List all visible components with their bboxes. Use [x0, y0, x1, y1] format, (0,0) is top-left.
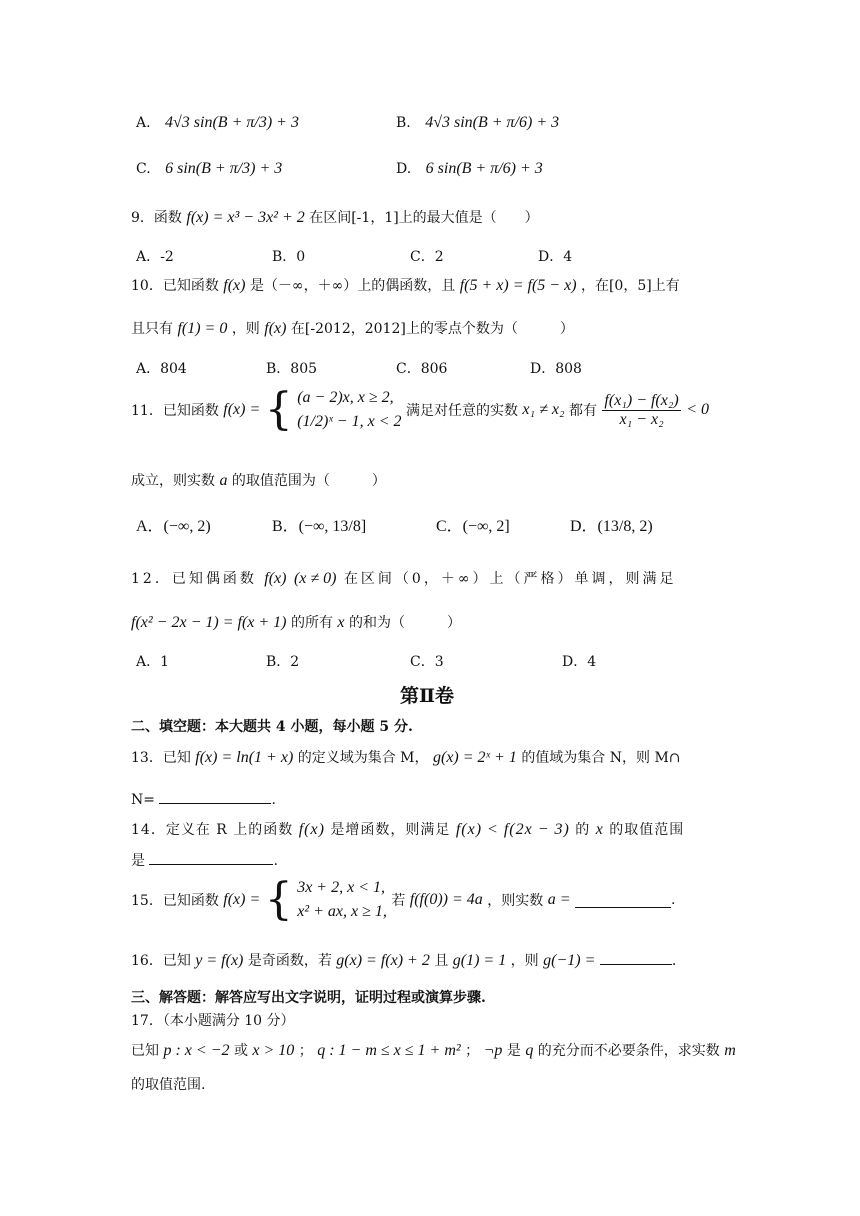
piecewise-system [297, 876, 387, 924]
q13-line2: N= . [131, 789, 276, 808]
option-label: D. [396, 161, 412, 177]
q16-g1: g(1) = 1 [452, 952, 507, 969]
section2-title: 二、填空题：本大题共 4 小题，每小题 5 分. [131, 719, 413, 735]
q10-option-d: D．808 [530, 361, 582, 377]
q9-number: 9．函数 [131, 210, 182, 226]
q9-option-d: D．4 [538, 249, 573, 265]
q17-q-var: q [525, 1042, 534, 1059]
q16-gm1: g(−1) = [543, 952, 596, 969]
q10-condition: f(5 + x) = f(5 − x) [459, 277, 577, 294]
q10-option-a: A．804 [136, 361, 187, 377]
q16-number: 16．已知 [131, 953, 191, 969]
q17-text: ； [465, 1043, 480, 1059]
q11-line2 [131, 470, 386, 490]
q11-stem [131, 386, 709, 434]
q11-inequality: < 0 [686, 401, 709, 418]
q10-fx: f(x) [223, 277, 246, 294]
fraction-numerator: f(x₁) − f(x₂) [604, 391, 679, 409]
q12-option-a: A．1 [136, 654, 170, 670]
q8-option-c [136, 160, 282, 178]
answer-blank[interactable] [600, 950, 672, 965]
q16-text: 且 [434, 953, 449, 969]
section3-title: 三、解答题：解答应写出文字说明，证明过程或演算步骤. [131, 990, 486, 1006]
q14-inequality: f(x) < f(2x − 3) [455, 821, 570, 838]
q13-g: g(x) = 2ˣ + 1 [432, 749, 517, 766]
q14-fx: f(x) [298, 821, 325, 838]
q8-option-b [396, 114, 559, 132]
q10-text: ，在[0，5]上有 [580, 278, 680, 294]
q11-text: 都有 [568, 403, 597, 419]
q13-text: N= [131, 792, 155, 808]
q12-line1 [131, 568, 677, 588]
q17-line1 [131, 1040, 736, 1060]
q8-option-d [396, 160, 543, 178]
q13-number: 13．已知 [131, 750, 191, 766]
q9-option-a: A．-2 [136, 249, 174, 265]
q11-text: 成立，则实数 [131, 473, 215, 489]
q15-stem: 15．已知函数 f(x) = { 3x + 2, x < 1, x² + ax, x ≥ 1, 若 f(f(0)) = 4a ，则实数 a = . [131, 874, 676, 925]
q16-text: 是奇函数，若 [247, 953, 332, 969]
q17-p2: x > 10 [252, 1042, 295, 1059]
q15-condition: f(f(0)) = 4a [409, 891, 483, 908]
q17-text: 的充分而不必要条件，求实数 [537, 1043, 720, 1059]
q10-text: 在[-2012，2012]上的零点个数为（ ） [290, 321, 574, 337]
q17-m: m [724, 1042, 736, 1059]
q16-g: g(x) = f(x) + 2 [336, 952, 430, 969]
q10-fx: f(x) [264, 320, 287, 337]
q17-header: 17．（本小题满分 10 分） [131, 1013, 295, 1029]
q15-fx: f(x) = [223, 891, 261, 908]
q9-option-b: B．0 [272, 249, 306, 265]
q11-text: 的取值范围为（ ） [231, 473, 386, 489]
option-math: 4√3 sin(B + π/6) + 3 [425, 114, 560, 131]
q17-text: 或 [233, 1043, 248, 1059]
q10-number: 10．已知函数 [131, 278, 219, 294]
q10-text: 且只有 [131, 321, 173, 337]
q12-text: 的和为（ ） [348, 615, 461, 631]
q17-not-p: ¬p [483, 1042, 503, 1059]
q12-equation: f(x² − 2x − 1) = f(x + 1) [131, 614, 287, 631]
piecewise-brace: { [264, 874, 293, 925]
option-label: B. [396, 115, 411, 131]
q17-text: 已知 [131, 1043, 159, 1059]
q16-stem: 16．已知 y = f(x) 是奇函数，若 g(x) = f(x) + 2 且 g(1) = 1 ，则 g(−1) = . [131, 952, 677, 969]
q13-line1 [131, 747, 681, 767]
q14-number: 14．定义在 R 上的函数 [131, 822, 294, 838]
q11-fraction [602, 392, 680, 429]
option-label: A. [136, 115, 151, 131]
q12-text: 在区间（0，＋∞）上（严格）单调，则满足 [343, 571, 677, 587]
q14-text: 的 [575, 822, 591, 838]
piecewise-brace: { [264, 384, 293, 435]
q13-text: 的值域为集合 N，则 M∩ [521, 750, 681, 766]
q12-condition: (x ≠ 0) [293, 570, 337, 587]
q14-line2: 是 . [131, 850, 278, 870]
q11-option-c: C．(−∞, 2] [436, 518, 510, 535]
q10-text: ，则 [231, 321, 260, 337]
q11-text: 满足对任意的实数 [405, 403, 518, 419]
q17-text: 是 [506, 1043, 521, 1059]
q13-f: f(x) = ln(1 + x) [195, 749, 294, 766]
q11-option-b: B．(−∞, 13/8] [272, 518, 367, 535]
q14-line1 [131, 819, 684, 839]
q12-number: 12．已知偶函数 [131, 571, 257, 587]
piece-2: (1/2)ˣ − 1, x < 2 [297, 413, 402, 430]
q8-option-a [136, 114, 299, 132]
q15-number: 15．已知函数 [131, 893, 219, 909]
fraction-denominator: x₁ − x₂ [619, 410, 664, 428]
q15-var: a = [547, 891, 571, 908]
q16-odd-func: y = f(x) [195, 952, 244, 969]
piece-1: (a − 2)x, x ≥ 2, [297, 389, 394, 406]
q14-text: 是增函数，则满足 [330, 822, 451, 838]
answer-blank[interactable] [149, 850, 273, 865]
q9-option-c: C．2 [410, 249, 444, 265]
option-math: 6 sin(B + π/6) + 3 [425, 160, 543, 177]
q12-text: 的所有 [290, 615, 333, 631]
q11-fx: f(x) = [223, 401, 261, 418]
q12-fx: f(x) [264, 570, 287, 587]
q12-line2 [131, 612, 461, 632]
q17-text: ； [298, 1043, 313, 1059]
q17-p: p : x < −2 [163, 1042, 230, 1059]
q9-function: f(x) = x³ − 3x² + 2 [186, 209, 305, 226]
answer-blank[interactable] [159, 789, 271, 804]
q10-line1 [131, 275, 680, 295]
q10-text: 是（－∞，＋∞）上的偶函数，且 [249, 278, 456, 294]
q14-text: 是 [131, 853, 145, 869]
q16-text: ，则 [510, 953, 539, 969]
q12-var: x [337, 614, 345, 631]
q12-option-d: D．4 [562, 654, 597, 670]
q11-number: 11．已知函数 [131, 403, 219, 419]
q11-var: a [219, 472, 228, 489]
q17-q: q : 1 − m ≤ x ≤ 1 + m² [317, 1042, 461, 1059]
answer-blank[interactable] [575, 893, 671, 908]
q13-text: 的定义域为集合 M， [297, 750, 429, 766]
q9-text: 在区间[-1，1]上的最大值是（ ） [309, 210, 539, 226]
q12-option-b: B．2 [266, 654, 300, 670]
piecewise-system [297, 386, 401, 434]
q14-text: 的取值范围 [609, 822, 685, 838]
q10-option-b: B．805 [266, 361, 318, 377]
q15-text: ，则实数 [487, 893, 544, 909]
q10-line2 [131, 318, 574, 338]
q11-option-a: A．(−∞, 2) [136, 518, 211, 535]
q11-condition: x₁ ≠ x₂ [522, 401, 565, 418]
q10-f1: f(1) = 0 [177, 320, 228, 337]
q10-option-c: C．806 [396, 361, 448, 377]
option-math: 4√3 sin(B + π/3) + 3 [165, 114, 299, 131]
q11-option-d: D．(13/8, 2) [570, 518, 653, 535]
q15-text: 若 [391, 893, 406, 909]
q9-stem [131, 207, 539, 227]
piece-1: 3x + 2, x < 1, [297, 879, 385, 896]
q14-var: x [595, 821, 604, 838]
q12-option-c: C．3 [410, 654, 444, 670]
piece-2: x² + ax, x ≥ 1, [297, 903, 387, 920]
option-label: C. [136, 161, 151, 177]
q17-line2: 的取值范围. [131, 1077, 206, 1093]
option-math: 6 sin(B + π/3) + 3 [165, 160, 283, 177]
part2-title: 第Ⅱ卷 [400, 685, 455, 707]
